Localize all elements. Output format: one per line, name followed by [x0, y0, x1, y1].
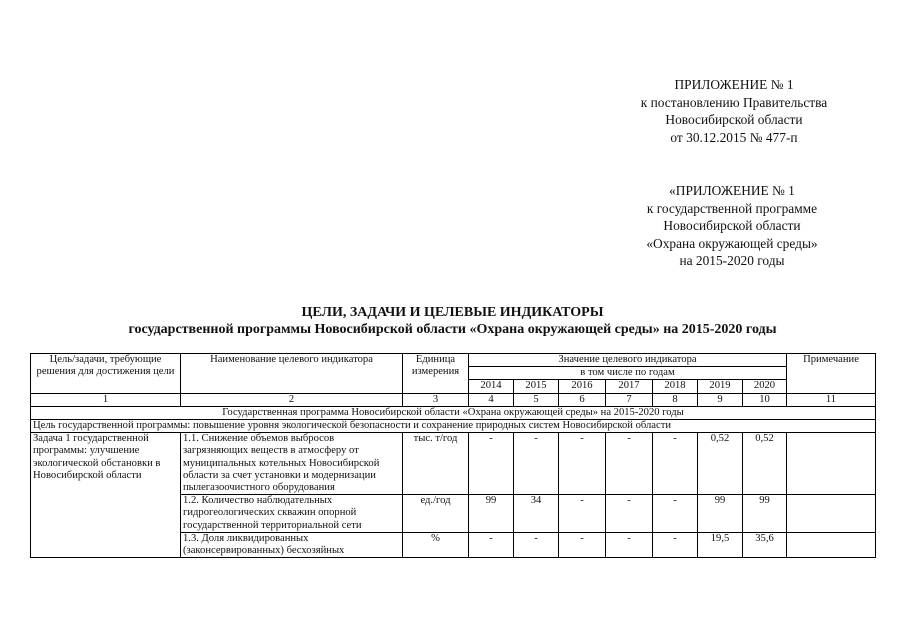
program-title-cell: Государственная программа Новосибирской области «Охрана окружающей среды» на 2015-2020 годы	[31, 406, 876, 419]
value-cell: -	[514, 433, 559, 495]
value-cell: -	[469, 532, 514, 557]
value-cell: 99	[743, 495, 787, 533]
column-number: 1	[31, 393, 181, 406]
value-cell: 34	[514, 495, 559, 533]
value-cell: 0,52	[698, 433, 743, 495]
appendix-header-resolution	[618, 76, 850, 146]
column-number: 5	[514, 393, 559, 406]
value-cell: -	[559, 532, 606, 557]
program-goal-cell: Цель государственной программы: повышение уровня экологической безопасности и сохранение природных систем Новосибирской области	[31, 420, 876, 433]
appendix-line: Новосибирской области	[663, 218, 801, 233]
document-title	[30, 304, 875, 338]
column-number: 10	[743, 393, 787, 406]
title-line-1: ЦЕЛИ, ЗАДАЧИ И ЦЕЛЕВЫЕ ИНДИКАТОРЫ	[301, 305, 604, 320]
unit-cell: тыс. т/год	[403, 433, 469, 495]
task-cell: Задача 1 государственной программы: улучшение экологической обстановки в Новосибирской области	[31, 433, 181, 558]
unit-cell: %	[403, 532, 469, 557]
appendix-line: от 30.12.2015 № 477-п	[670, 129, 798, 145]
header-unit: Единица измерения	[403, 354, 469, 394]
year-cell: 2019	[698, 380, 743, 393]
program-row	[31, 406, 876, 419]
column-number: 9	[698, 393, 743, 406]
value-cell: 0,52	[743, 433, 787, 495]
appendix-line: на 2015-2020 годы	[679, 253, 785, 268]
column-number: 2	[181, 393, 403, 406]
year-cell: 2015	[514, 380, 559, 393]
appendix-line: Новосибирской области	[665, 112, 803, 127]
value-cell: -	[653, 495, 698, 533]
appendix-line: «Охрана окружающей среды»	[646, 235, 818, 251]
header-value: Значение целевого индикатора	[469, 354, 787, 367]
unit-cell: ед./год	[403, 495, 469, 533]
value-cell: -	[559, 433, 606, 495]
column-number: 4	[469, 393, 514, 406]
indicator-cell: 1.3. Доля ликвидированных (законсервированных) бесхозяйных	[181, 532, 403, 557]
value-cell: 99	[469, 495, 514, 533]
note-cell	[787, 532, 876, 557]
value-cell: -	[606, 433, 653, 495]
note-cell	[787, 433, 876, 495]
value-cell: -	[606, 532, 653, 557]
year-cell: 2017	[606, 380, 653, 393]
value-cell: 35,6	[743, 532, 787, 557]
header-goal: Цель/задачи, требующие решения для достижения цели	[31, 354, 181, 394]
column-number: 8	[653, 393, 698, 406]
value-cell: -	[653, 532, 698, 557]
value-cell: 99	[698, 495, 743, 533]
appendix-header-program	[612, 182, 852, 270]
year-cell: 2016	[559, 380, 606, 393]
value-cell: 19,5	[698, 532, 743, 557]
appendix-line: к постановлению Правительства	[640, 94, 828, 110]
value-cell: -	[469, 433, 514, 495]
value-cell: -	[514, 532, 559, 557]
indicator-cell: 1.1. Снижение объемов выбросов загрязняющих веществ в атмосферу от муниципальных котельных Новосибирской области за счет установки и модернизации пылегазоочистного оборудования	[181, 433, 403, 495]
column-number: 6	[559, 393, 606, 406]
indicator-cell: 1.2. Количество наблюдательных гидрогеологических скважин опорной государственной территориальной сети	[181, 495, 403, 533]
table-row	[31, 433, 876, 495]
goal-row	[31, 420, 876, 433]
column-number: 11	[787, 393, 876, 406]
indicators-table	[30, 353, 876, 558]
column-number: 3	[403, 393, 469, 406]
appendix-line: к государственной программе	[646, 200, 818, 216]
year-cell: 2018	[653, 380, 698, 393]
year-cell: 2014	[469, 380, 514, 393]
value-cell: -	[606, 495, 653, 533]
value-cell: -	[559, 495, 606, 533]
column-number-row	[31, 393, 876, 406]
header-by-years: в том числе по годам	[469, 367, 787, 380]
header-indicator: Наименование целевого индикатора	[181, 354, 403, 394]
year-cell: 2020	[743, 380, 787, 393]
appendix-line: ПРИЛОЖЕНИЕ № 1	[674, 77, 794, 92]
value-cell: -	[653, 433, 698, 495]
header-row	[31, 354, 876, 367]
header-note: Примечание	[787, 354, 876, 394]
title-line-2: государственной программы Новосибирской области «Охрана окружающей среды» на 2015-2020 годы	[128, 322, 777, 337]
appendix-line: «ПРИЛОЖЕНИЕ № 1	[669, 183, 795, 198]
note-cell	[787, 495, 876, 533]
column-number: 7	[606, 393, 653, 406]
